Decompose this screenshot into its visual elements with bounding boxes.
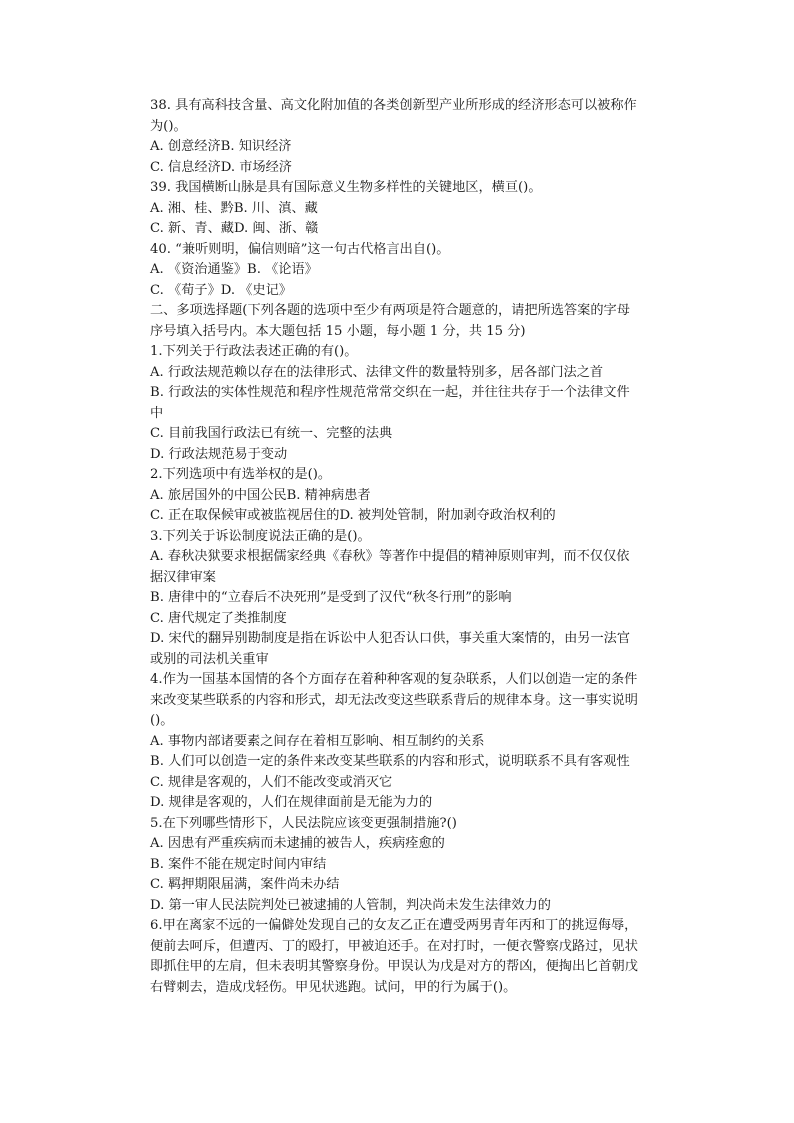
multi-question-5 bbox=[150, 814, 670, 917]
option-a: A. 行政法规范赖以存在的法律形式、法律文件的数量特别多，居各部门法之首 bbox=[150, 364, 604, 380]
section-heading: 二、多项选择题(下列各题的选项中至少有两项是符合题意的，请把所选答案的字母 bbox=[150, 303, 630, 318]
options-cd: C. 《荀子》D. 《史记》 bbox=[150, 282, 292, 298]
question-stem-cont: 便前去呵斥，但遭丙、丁的殴打，甲被迫还手。在对打时，一便衣警察戊路过，见状 bbox=[150, 938, 638, 954]
option-d-cont: 或别的司法机关重审 bbox=[150, 651, 269, 667]
multi-question-1 bbox=[150, 342, 670, 465]
options-cd: C. 正在取保候审或被监视居住的D. 被判处管制，附加剥夺政治权利的 bbox=[150, 508, 556, 523]
option-a: A. 春秋决狱要求根据儒家经典《春秋》等著作中提倡的精神原则审判，而不仅仅依 bbox=[150, 549, 630, 564]
option-b: B. 人们可以创造一定的条件来改变某些联系的内容和形式，说明联系不具有客观性 bbox=[150, 754, 630, 769]
option-b: B. 案件不能在规定时间内审结 bbox=[150, 856, 327, 872]
options-cd: C. 新、青、藏D. 闽、浙、赣 bbox=[150, 221, 319, 236]
question-stem-cont: 右臂刺去，造成戊轻伤。甲见状逃跑。试问，甲的行为属于()。 bbox=[150, 979, 517, 995]
question-stem: 4.作为一国基本国情的各个方面存在着种种客观的复杂联系，人们以创造一定的条件 bbox=[150, 672, 638, 687]
section-2-heading bbox=[150, 301, 670, 342]
question-stem: 39. 我国横断山脉是具有国际意义生物多样性的关键地区，横亘()。 bbox=[150, 180, 542, 195]
option-d: D. 宋代的翻异别勘制度是指在诉讼中人犯否认口供，事关重大案情的，由另一法官 bbox=[150, 631, 631, 646]
options-cd: C. 信息经济D. 市场经济 bbox=[150, 159, 292, 175]
option-b-cont: 中 bbox=[150, 405, 164, 421]
question-39 bbox=[150, 178, 670, 240]
options-ab: A. 湘、桂、黔B. 川、滇、藏 bbox=[150, 200, 318, 216]
option-c: C. 羁押期限届满，案件尚未办结 bbox=[150, 877, 340, 892]
question-stem: 6.甲在离家不远的一偏僻处发现自己的女友乙正在遭受两男青年丙和丁的挑逗侮辱， bbox=[150, 918, 638, 933]
option-d: D. 第一审人民法院判处已被逮捕的人管制，判决尚未发生法律效力的 bbox=[150, 897, 551, 913]
option-a: A. 事物内部诸要素之间存在着相互影响、相互制约的关系 bbox=[150, 733, 485, 749]
document-page bbox=[150, 96, 670, 998]
option-b: B. 行政法的实体性规范和程序性规范常常交织在一起，并往往共存于一个法律文件 bbox=[150, 385, 630, 400]
question-40 bbox=[150, 240, 670, 302]
option-c: C. 规律是客观的，人们不能改变或消灭它 bbox=[150, 774, 393, 790]
question-38 bbox=[150, 96, 670, 178]
question-stem: 40. “兼听则明，偏信则暗”这一句古代格言出自()。 bbox=[150, 241, 450, 257]
option-a: A. 因患有严重疾病而未逮捕的被告人，疾病痊愈的 bbox=[150, 836, 445, 851]
question-stem-cont: 即抓住甲的左肩，但未表明其警察身份。甲误认为戊是对方的帮凶，便掏出匕首朝戊 bbox=[150, 959, 638, 974]
multi-question-3 bbox=[150, 527, 670, 671]
options-ab: A. 《资治通鉴》B. 《论语》 bbox=[150, 262, 318, 277]
options-ab: A. 旅居国外的中国公民B. 精神病患者 bbox=[150, 487, 371, 503]
option-d: D. 行政法规范易于变动 bbox=[150, 446, 288, 462]
options-ab: A. 创意经济B. 知识经济 bbox=[150, 139, 292, 154]
section-heading-cont: 序号填入括号内。本大题包括 15 小题，每小题 1 分，共 15 分) bbox=[150, 323, 526, 339]
multi-question-2 bbox=[150, 465, 670, 527]
question-stem: 5.在下列哪些情形下，人民法院应该变更强制措施?() bbox=[150, 815, 457, 831]
question-stem: 38. 具有高科技含量、高文化附加值的各类创新型产业所形成的经济形态可以被称作 bbox=[150, 98, 637, 113]
question-stem-cont: ()。 bbox=[150, 713, 174, 728]
option-c: C. 唐代规定了类推制度 bbox=[150, 610, 287, 626]
question-stem-cont: 为()。 bbox=[150, 118, 187, 134]
question-stem: 1.下列关于行政法表述正确的有()。 bbox=[150, 344, 358, 359]
option-d: D. 规律是客观的，人们在规律面前是无能为力的 bbox=[150, 795, 433, 810]
option-c: C. 目前我国行政法已有统一、完整的法典 bbox=[150, 426, 393, 441]
question-stem: 3.下列关于诉讼制度说法正确的是()。 bbox=[150, 528, 371, 544]
multi-question-6 bbox=[150, 916, 670, 998]
multi-question-4 bbox=[150, 670, 670, 814]
question-stem: 2.下列选项中有选举权的是()。 bbox=[150, 467, 332, 482]
option-a-cont: 据汉律审案 bbox=[150, 569, 216, 585]
question-stem-cont: 来改变某些联系的内容和形式，却无法改变这些联系背后的规律本身。这一事实说明 bbox=[150, 692, 638, 708]
option-b: B. 唐律中的“立春后不决死刑”是受到了汉代“秋冬行刑”的影响 bbox=[150, 590, 512, 605]
